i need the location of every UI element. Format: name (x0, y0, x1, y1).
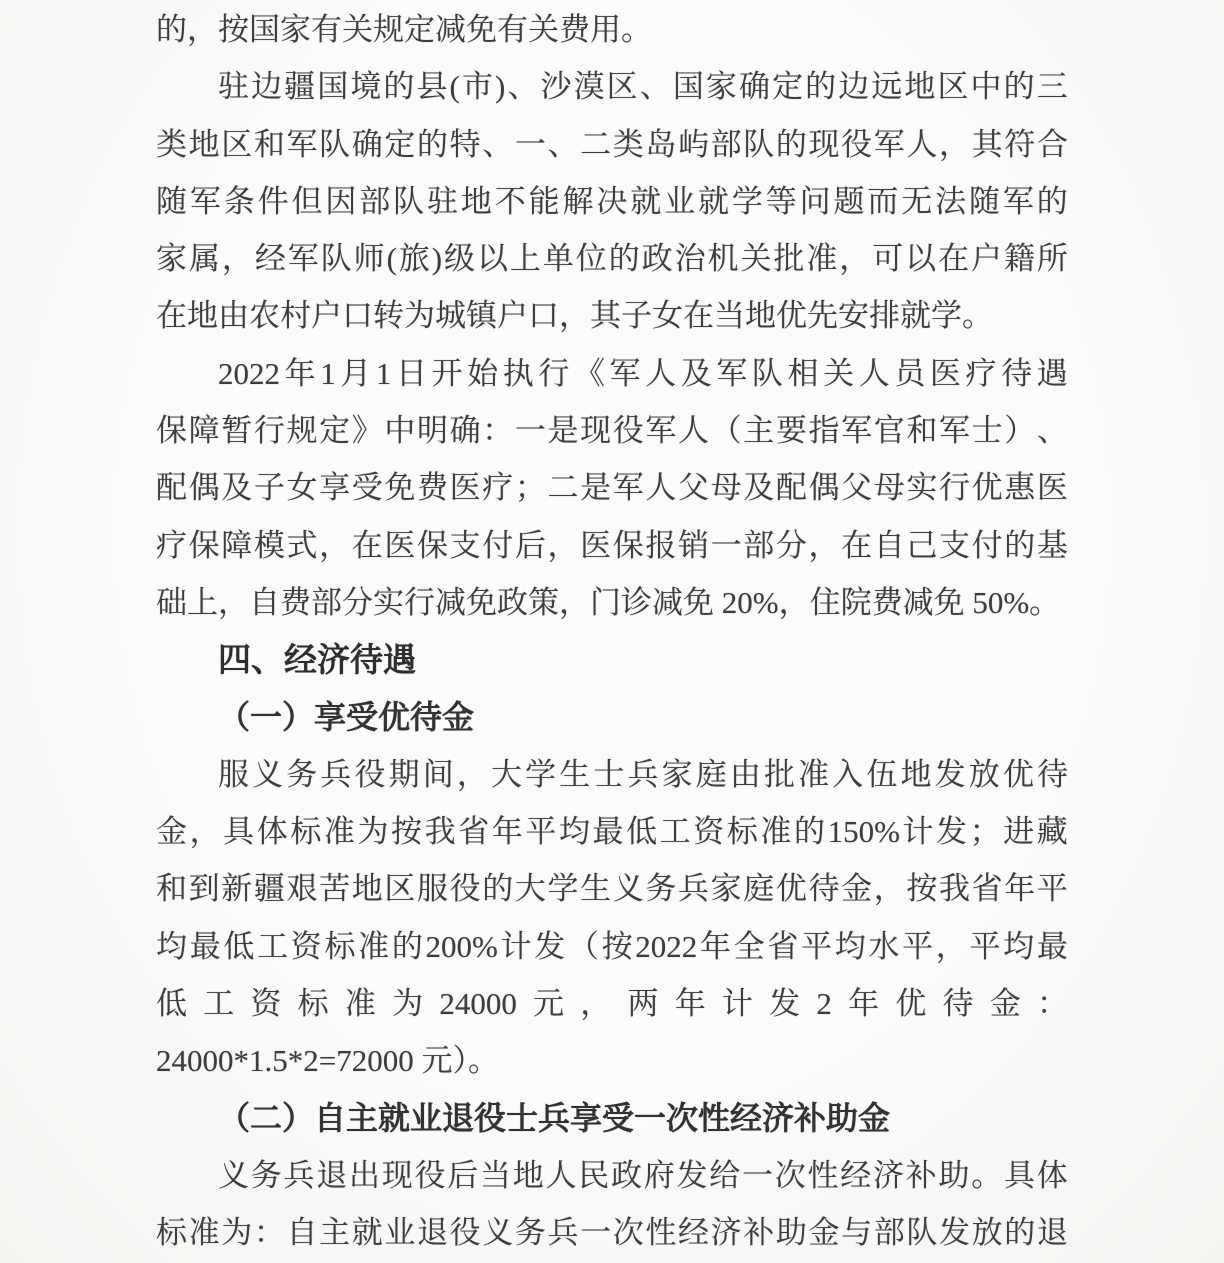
paragraph-line: 和 到 新 疆 艰 苦 地 区 服 役 的 大 学 生 义 务 兵 家 庭 优 待 金 ， 按 我 省 年 平 (156, 871, 1068, 907)
section-heading: 四、经济待遇 (218, 641, 416, 679)
paragraph-line: 均 最 低 工 资 标 准 的 200% 计 发 （ 按 2022 年 全 省 平 均 水 平 ， 平 均 最 (156, 928, 1068, 964)
paragraph-line: 标 准 为 ： 自 主 就 业 退 役 义 务 兵 一 次 性 经 济 补 助 金 与 部 队 发 放 的 退 (156, 1215, 1068, 1251)
paragraph-line: 疗 保 障 模 式 ， 在 医 保 支 付 后 ， 医 保 报 销 一 部 分 ， 在 自 己 支 付 的 基 (156, 527, 1068, 563)
paragraph-line: 义 务 兵 退 出 现 役 后 当 地 人 民 政 府 发 给 一 次 性 经 济 补 助 。 具 体 (218, 1157, 1068, 1193)
paragraph-line: 类 地 区 和 军 队 确 定 的 特 、 一 、 二 类 岛 屿 部 队 的 现 役 军 人 ， 其 符 合 (156, 126, 1068, 162)
subsection-heading: （二）自主就业退役士兵享受一次性经济补助金 (218, 1099, 891, 1136)
paragraph-line: 的，按国家有关规定减免有关费用。 (156, 12, 652, 47)
paragraph-line: 础上，自费部分实行减免政策，门诊减免 20%，住院费减免 50%。 (156, 584, 1061, 620)
paragraph-line: 随 军 条 件 但 因 部 队 驻 地 不 能 解 决 就 业 就 学 等 问 题 而 无 法 随 军 的 (156, 183, 1068, 219)
paragraph-line: 2022 年 1 月 1 日 开 始 执 行 《 军 人 及 军 队 相 关 人 员 医 疗 待 遇 (218, 355, 1068, 391)
subsection-heading: （一）享受优待金 (218, 698, 475, 735)
paragraph-line: 24000*1.5*2=72000 元）。 (156, 1043, 499, 1079)
paragraph-line: 服 义 务 兵 役 期 间 ， 大 学 生 士 兵 家 庭 由 批 准 入 伍 地 发 放 优 待 (218, 756, 1068, 792)
paragraph-line: 保 障 暂 行 规 定 》 中 明 确 ： 一 是 现 役 军 人 （ 主 要 指 军 官 和 军 士 ） 、 (156, 413, 1068, 449)
paragraph-line: 驻 边 疆 国 境 的 县 ( 市 ) 、 沙 漠 区 、 国 家 确 定 的 边 远 地 区 中 的 三 (218, 69, 1068, 105)
paragraph-line: 低 工 资 标 准 为 24000 元 ， 两 年 计 发 2 年 优 待 金 ： (156, 986, 1068, 1022)
paragraph-line: 配 偶 及 子 女 享 受 免 费 医 疗 ； 二 是 军 人 父 母 及 配 偶 父 母 实 行 优 惠 医 (156, 470, 1068, 506)
paragraph-line: 在地由农村户口转为城镇户口，其子女在当地优先安排就学。 (156, 298, 993, 334)
document-text-block (156, 1, 1068, 1262)
paragraph-line: 金 ， 具 体 标 准 为 按 我 省 年 平 均 最 低 工 资 标 准 的 150% 计 发 ； 进 藏 (156, 814, 1068, 850)
paragraph-line: 家 属 ， 经 军 队 师 ( 旅 ) 级 以 上 单 位 的 政 治 机 关 批 准 ， 可 以 在 户 籍 所 (156, 241, 1068, 277)
